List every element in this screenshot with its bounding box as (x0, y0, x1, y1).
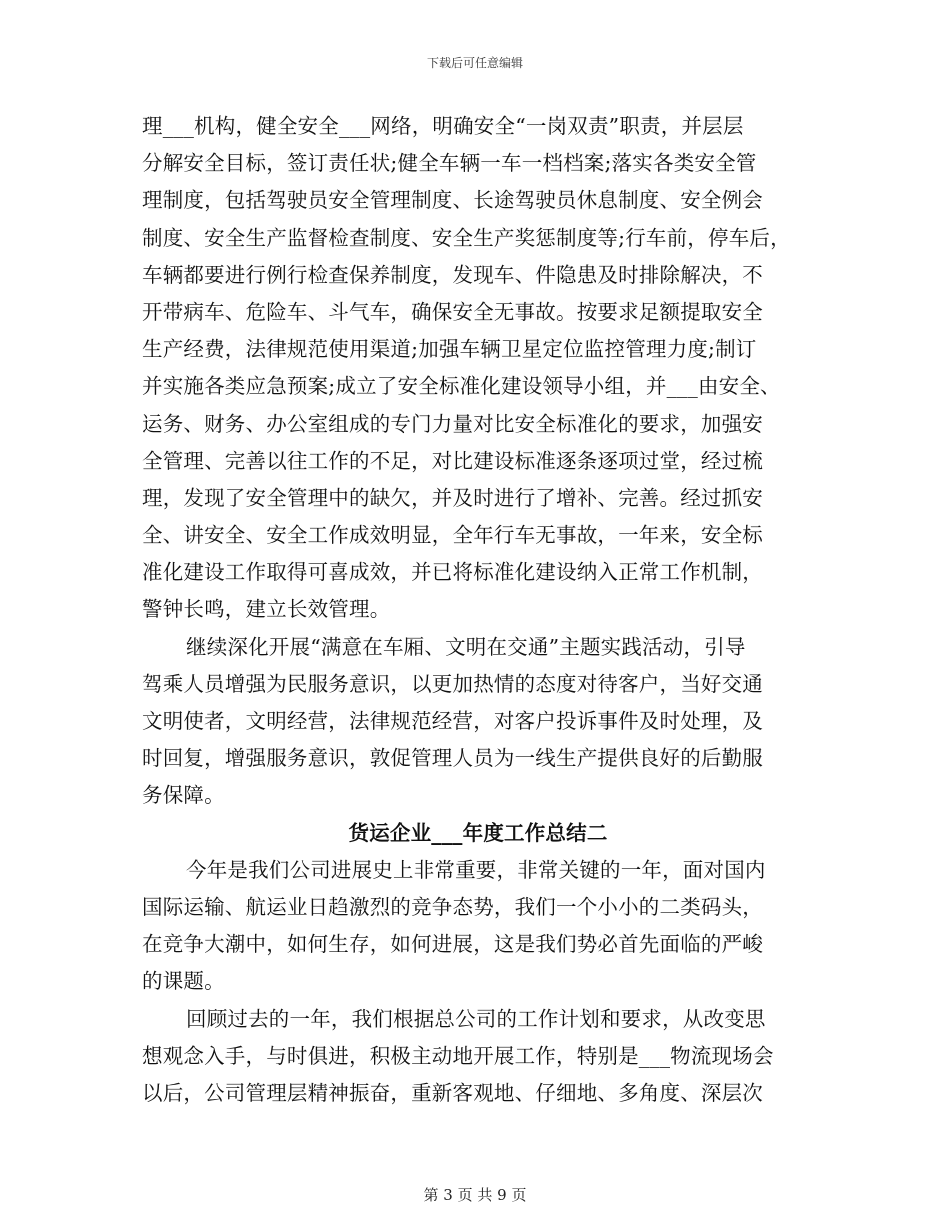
body-line: 分解安全目标，签订责任状;健全车辆一车一档档案;落实各类安全管 (142, 151, 757, 176)
body-line: 制度、安全生产监督检查制度、安全生产奖惩制度等;行车前，停车后， (142, 225, 791, 250)
body-line: 文明使者，文明经营，法律规范经营，对客户投诉事件及时处理，及 (142, 709, 763, 733)
body-line: 全、讲安全、安全工作成效明显，全年行车无事故，一年来，安全标 (142, 523, 763, 548)
body-line: 以后，公司管理层精神振奋，重新客观地、仔细地、多角度、深层次 (142, 1080, 763, 1105)
body-line: 在竞争大潮中，如何生存，如何进展，这是我们势必首先面临的严峻 (142, 932, 763, 957)
section-title: 货运企业___年度工作总结二 (348, 820, 608, 845)
body-line: 务保障。 (142, 783, 225, 808)
page-header-note: 下载后可任意编辑 (426, 56, 523, 70)
body-line: 全管理、完善以往工作的不足，对比建设标准逐条逐项过堂，经过梳 (142, 448, 763, 473)
body-line: 理制度，包括驾驶员安全管理制度、长途驾驶员休息制度、安全例会 (142, 188, 763, 213)
body-line: 并实施各类应急预案;成立了安全标准化建设领导小组，并___由安全、 (142, 374, 781, 399)
body-line: 的课题。 (142, 969, 225, 994)
body-line: 想观念入手，与时俱进，积极主动地开展工作，特别是___物流现场会 (142, 1043, 774, 1068)
body-line: 理，发现了安全管理中的缺欠，并及时进行了增补、完善。经过抓安 (142, 485, 763, 510)
body-line: 国际运输、航运业日趋激烈的竞争态势，我们一个小小的二类码头， (142, 894, 763, 919)
body-line: 生产经费，法律规范使用渠道;加强车辆卫星定位监控管理力度;制订 (142, 337, 757, 362)
document-body (142, 108, 814, 1112)
paragraph-first-line: 今年是我们公司进展史上非常重要，非常关键的一年，面对国内 (186, 857, 766, 882)
body-line: 时回复，增强服务意识，敦促管理人员为一线生产提供良好的后勤服 (142, 746, 763, 771)
body-line: 准化建设工作取得可喜成效，并已将标准化建设纳入正常工作机制， (142, 560, 763, 585)
paragraph-first-line: 继续深化开展“满意在车厢、文明在交通”主题实践活动，引导 (186, 634, 746, 659)
body-line: 警钟长鸣，建立长效管理。 (142, 597, 391, 622)
body-line: 理___机构，健全安全___网络，明确安全“一岗双责”职责，并层层 (142, 114, 744, 138)
paragraph-first-line: 回顾过去的一年，我们根据总公司的工作计划和要求，从改变思 (186, 1006, 766, 1031)
page-number-footer: 第 3 页 共 9 页 (423, 1186, 527, 1204)
body-line: 车辆都要进行例行检查保养制度，发现车、件隐患及时排除解决，不 (142, 262, 763, 287)
body-line: 开带病车、危险车、斗气车，确保安全无事故。按要求足额提取安全 (142, 299, 763, 324)
body-line: 运务、财务、办公室组成的专门力量对比安全标准化的要求，加强安 (142, 411, 763, 436)
body-line: 驾乘人员增强为民服务意识，以更加热情的态度对待客户，当好交通 (142, 671, 763, 696)
